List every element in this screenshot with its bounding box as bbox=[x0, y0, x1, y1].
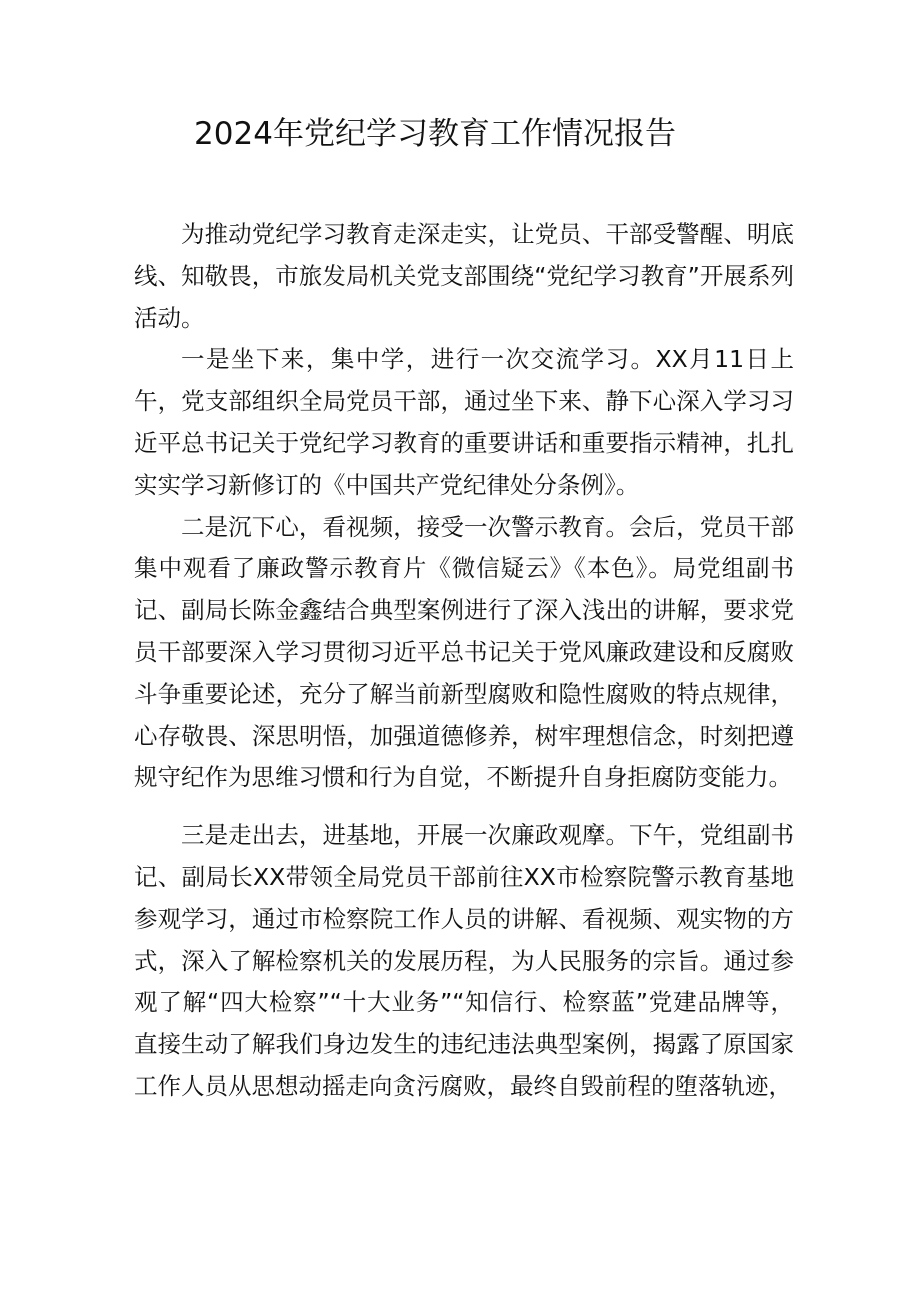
paragraph-second-activity: 二是沉下心，看视频，接受一次警示教育。会后，党员干部集中观看了廉政警示教育片《微信疑云》《本色》。局党组副书记、副局长陈金鑫结合典型案例进行了深入浅出的讲解，要求党员干部要深入学习贯彻习近平总书记关于党风廉政建设和反腐败斗争重要论述，充分了解当前新型腐败和隐性腐败的特点规律，心存敬畏、深思明悟，加强道德修养，树牢理想信念，时刻把遵规守纪作为思维习惯和行为自觉，不断提升自身拒腐防变能力。 bbox=[134, 512, 794, 792]
document-title: 2024年党纪学习教育工作情况报告 bbox=[194, 116, 676, 152]
paragraph-third-activity: 三是走出去，进基地，开展一次廉政观摩。下午，党组副书记、副局长XX带领全局党员干部前往XX市检察院警示教育基地参观学习，通过市检察院工作人员的讲解、看视频、观实物的方式，深入了解检察机关的发展历程，为人民服务的宗旨。通过参观了解“四大检察”“十大业务”“知信行、检察蓝”党建品牌等，直接生动了解我们身边发生的违纪违法典型案例，揭露了原国家工作人员从思想动摇走向贪污腐败，最终自毁前程的堕落轨迹， bbox=[134, 821, 794, 1100]
paragraph-first-activity: 一是坐下来，集中学，进行一次交流学习。XX月11日上午，党支部组织全局党员干部，通过坐下来、静下心深入学习习近平总书记关于党纪学习教育的重要讲话和重要指示精神，扎扎实实学习新修订的《中国共产党纪律处分条例》。 bbox=[134, 345, 794, 499]
document-body bbox=[134, 214, 794, 1108]
paragraph-intro: 为推动党纪学习教育走深走实，让党员、干部受警醒、明底线、知敬畏，市旅发局机关党支部围绕“党纪学习教育”开展系列活动。 bbox=[134, 220, 794, 332]
